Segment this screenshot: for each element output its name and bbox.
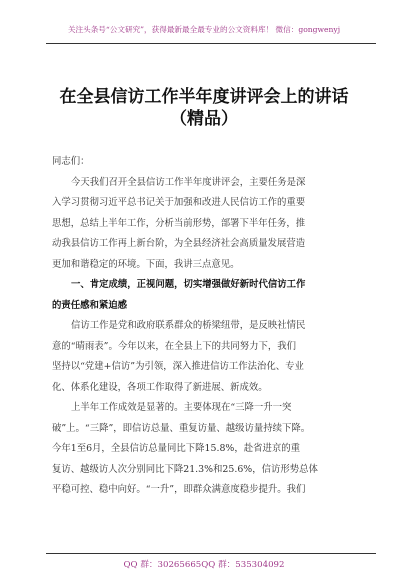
paragraph-line: 上半年工作成效是显著的。主要体现在“三降一升一突 — [71, 402, 292, 413]
section-heading-cont: 的责任感和紧迫感 — [52, 299, 128, 311]
section-heading: 一、肯定成绩，正视问题，切实增强做好新时代信访工作 — [71, 279, 306, 290]
header-divider — [46, 43, 376, 44]
footer — [0, 558, 408, 570]
paragraph-line: 平稳可控、稳中向好。“一升”，即群众满意度稳步提升。我们 — [52, 484, 306, 495]
salutation: 同志们： — [52, 156, 90, 167]
paragraph-line: 复访、越级访人次分别同比下降21.3%和25.6%，信访形势总体 — [52, 463, 318, 475]
paragraph-line: 动我县信访工作再上新台阶，为全县经济社会高质量发展营造 — [52, 238, 306, 249]
paragraph-line: 思想，总结上半年工作，分析当前形势，部署下半年任务，推 — [52, 217, 306, 229]
paragraph-line: 意的“晴雨表”。今年以来，在全县上下的共同努力下，我们 — [52, 340, 296, 352]
paragraph-line: 入学习贯彻习近平总书记关于加强和改进人民信访工作的重要 — [52, 197, 306, 208]
document-title: 在全县信访工作半年度讲评会上的讲话 — [59, 87, 349, 107]
header-note: 关注头条号“公文研究”，获得最新最全最专业的公文资料库！ 微信：gongwenyj — [67, 25, 341, 34]
paragraph-line: 更加和谐稳定的环境。下面，我讲三点意见。 — [52, 258, 240, 270]
paragraph-line: 破”上。“三降”，即信访总量、重复访量、越级访量持续下降。 — [52, 422, 311, 434]
footer-qq-group-2: QQ 群：535304092 — [201, 560, 285, 570]
document-subtitle: （精品） — [170, 109, 238, 129]
footer-qq-group-1: QQ 群：30265665 — [123, 560, 202, 570]
document-body — [52, 152, 357, 501]
paragraph-line: 信访工作是党和政府联系群众的桥梁纽带，是反映社情民 — [71, 320, 306, 331]
footer-divider — [46, 553, 376, 554]
paragraph-line: 化、体系化建设，各项工作取得了新进展、新成效。 — [52, 381, 268, 393]
paragraph-line: 坚持以“党建+信访”为引领，深入推进信访工作法治化、专业 — [52, 361, 304, 372]
paragraph-line: 今年1至6月，全县信访总量同比下降15.8%，赴省进京的重 — [52, 443, 300, 454]
paragraph-line: 今天我们召开全县信访工作半年度讲评会，主要任务是深 — [71, 176, 306, 188]
